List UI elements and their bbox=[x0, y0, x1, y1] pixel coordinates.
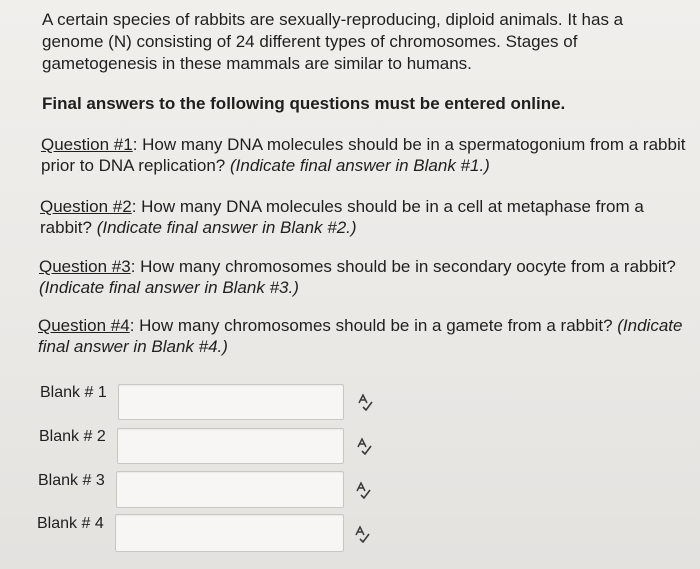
blank-2-input[interactable] bbox=[118, 429, 343, 463]
blank-4-field[interactable] bbox=[115, 514, 344, 552]
blank-4-label: Blank # 4 bbox=[37, 515, 104, 532]
spellcheck-icon[interactable] bbox=[356, 393, 374, 411]
question-1-text: : How many DNA molecules should be in a spermatogonium from a rabbit prior to DNA replication? bbox=[41, 135, 686, 175]
question-4 bbox=[38, 315, 698, 357]
question-1-label: Question #1 bbox=[41, 135, 133, 154]
question-4-text: : How many chromosomes should be in a gamete from a rabbit? bbox=[129, 316, 618, 335]
question-4-label: Question #4 bbox=[38, 316, 130, 335]
question-4-instruction: (Indicate final answer in Blank #4.) bbox=[38, 316, 683, 356]
blank-2-field[interactable] bbox=[117, 428, 344, 464]
intro-paragraph: A certain species of rabbits are sexually-reproducing, diploid animals. It has a genome (N) consisting of 24 different types of chromosomes. Stages of gametogenesis in these mammals are similar to humans. bbox=[42, 10, 624, 73]
blank-3-label: Blank # 3 bbox=[38, 472, 105, 489]
blank-3-input[interactable] bbox=[117, 472, 343, 507]
spellcheck-icon[interactable] bbox=[354, 481, 372, 499]
question-2-text: : How many DNA molecules should be in a cell at metaphase from a rabbit? bbox=[40, 197, 644, 237]
blank-4-input[interactable] bbox=[116, 515, 343, 551]
spellcheck-icon[interactable] bbox=[355, 437, 373, 455]
online-answer-notice: Final answers to the following questions must be entered online. bbox=[42, 94, 566, 113]
blank-2-label: Blank # 2 bbox=[39, 428, 106, 445]
blank-1-field[interactable] bbox=[118, 384, 344, 420]
question-3-label: Question #3 bbox=[39, 257, 131, 276]
question-1-instruction: (Indicate final answer in Blank #1.) bbox=[229, 156, 490, 175]
question-3-instruction: (Indicate final answer in Blank #3.) bbox=[39, 278, 299, 297]
question-2 bbox=[40, 196, 700, 238]
blank-1-input[interactable] bbox=[119, 385, 343, 419]
question-3 bbox=[39, 256, 699, 298]
spellcheck-icon[interactable] bbox=[353, 525, 371, 543]
blank-3-field[interactable] bbox=[116, 471, 344, 508]
question-3-text: : How many chromosomes should be in secondary oocyte from a rabbit? bbox=[130, 257, 676, 276]
question-1 bbox=[41, 134, 700, 176]
question-2-instruction: (Indicate final answer in Blank #2.) bbox=[96, 218, 357, 237]
question-2-label: Question #2 bbox=[40, 197, 132, 216]
blank-1-label: Blank # 1 bbox=[40, 384, 107, 401]
